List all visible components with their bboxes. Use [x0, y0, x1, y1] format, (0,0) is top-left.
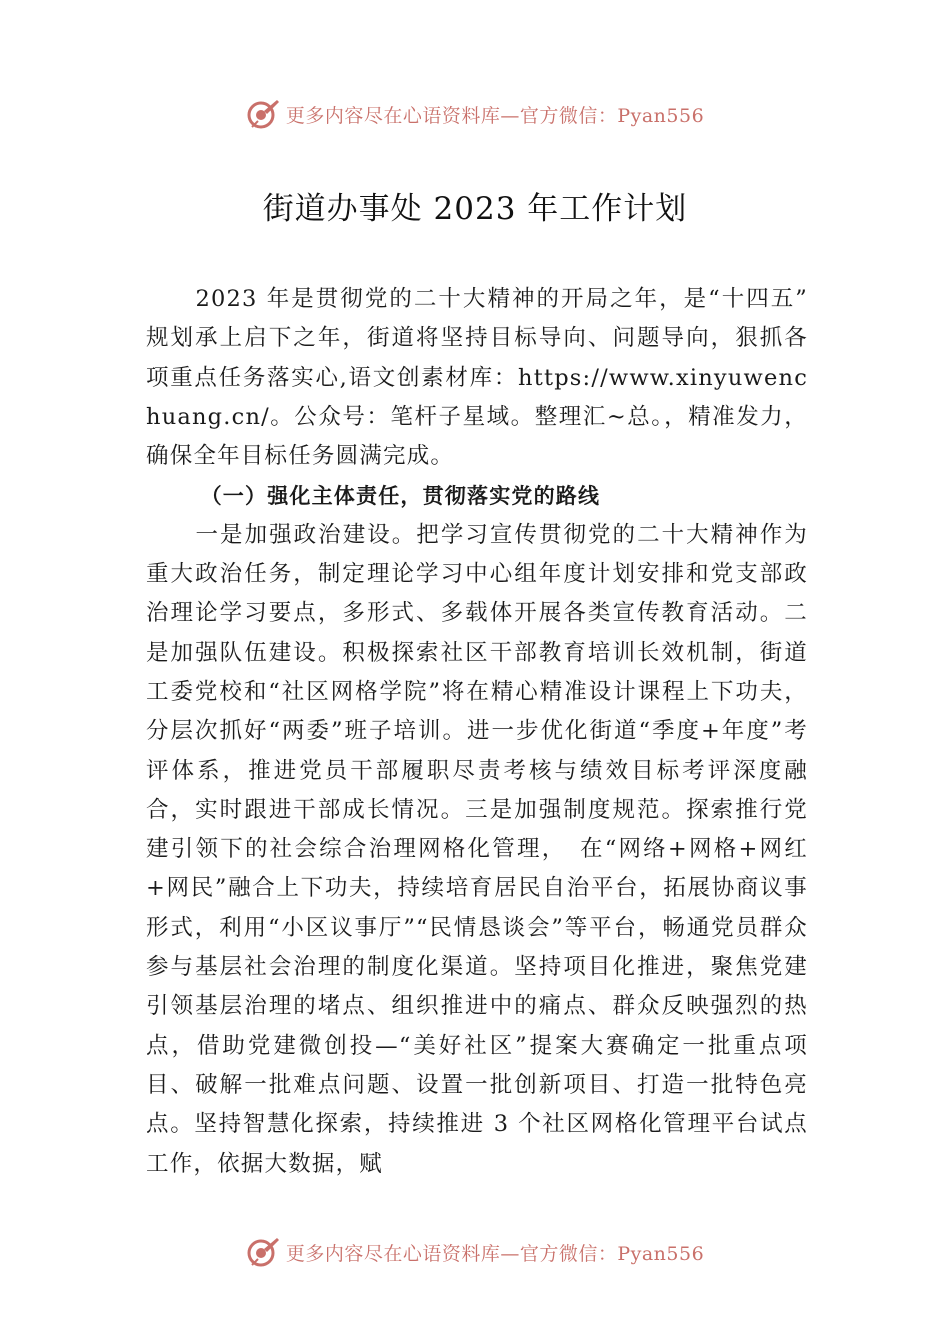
document-title: 街道办事处 2023 年工作计划: [262, 191, 688, 227]
pen-logo-icon: [246, 97, 280, 131]
header-watermark: [0, 94, 950, 134]
document-body: [146, 280, 808, 1184]
watermark-text: 更多内容尽在心语资料库—官方微信：Pyan556: [285, 1242, 705, 1265]
watermark-text: 更多内容尽在心语资料库—官方微信：Pyan556: [285, 104, 705, 127]
intro-paragraph: 2023 年是贯彻党的二十大精神的开局之年，是“十四五” 规划承上启下之年，街道将坚持目标导向、问题导向，狠抓各项重点任务落实心,语文创素材库：https://www.xinyuwenchuang.cn/。公众号：笔杆子星域。整理汇~总。，精准发力，确保全年目标任务圆满完成。: [146, 286, 808, 470]
footer-watermark: [0, 1232, 950, 1272]
section-heading: （一）强化主体责任，贯彻落实党的路线: [200, 483, 601, 509]
section-paragraph: 一是加强政治建设。把学习宣传贯彻党的二十大精神作为重大政治任务，制定理论学习中心组年度计划安排和党支部政治理论学习要点，多形式、多载体开展各类宣传教育活动。二是加强队伍建设。积极探索社区干部教育培训长效机制，街道工委党校和“社区网格学院”将在精心精准设计课程上下功夫，分层次抓好“两委”班子培训。进一步优化街道“季度+年度”考评体系，推进党员干部履职尽责考核与绩效目标考评深度融合，实时跟进干部成长情况。三是加强制度规范。探索推行党建引领下的社会综合治理网格化管理， 在“网络+网格+网红+网民”融合上下功夫，持续培育居民自治平台，拓展协商议事形式，利用“小区议事厅”“民情恳谈会”等平台，畅通党员群众参与基层社会治理的制度化渠道。坚持项目化推进，聚焦党建引领基层治理的堵点、组织推进中的痛点、群众反映强烈的热点，借助党建微创投—“美好社区”提案大赛确定一批重点项目、破解一批难点问题、设置一批创新项目、打造一批特色亮点。坚持智慧化探索，持续推进 3 个社区网格化管理平台试点工作，依据大数据，赋: [146, 521, 808, 1177]
pen-logo-icon: [246, 1235, 280, 1269]
